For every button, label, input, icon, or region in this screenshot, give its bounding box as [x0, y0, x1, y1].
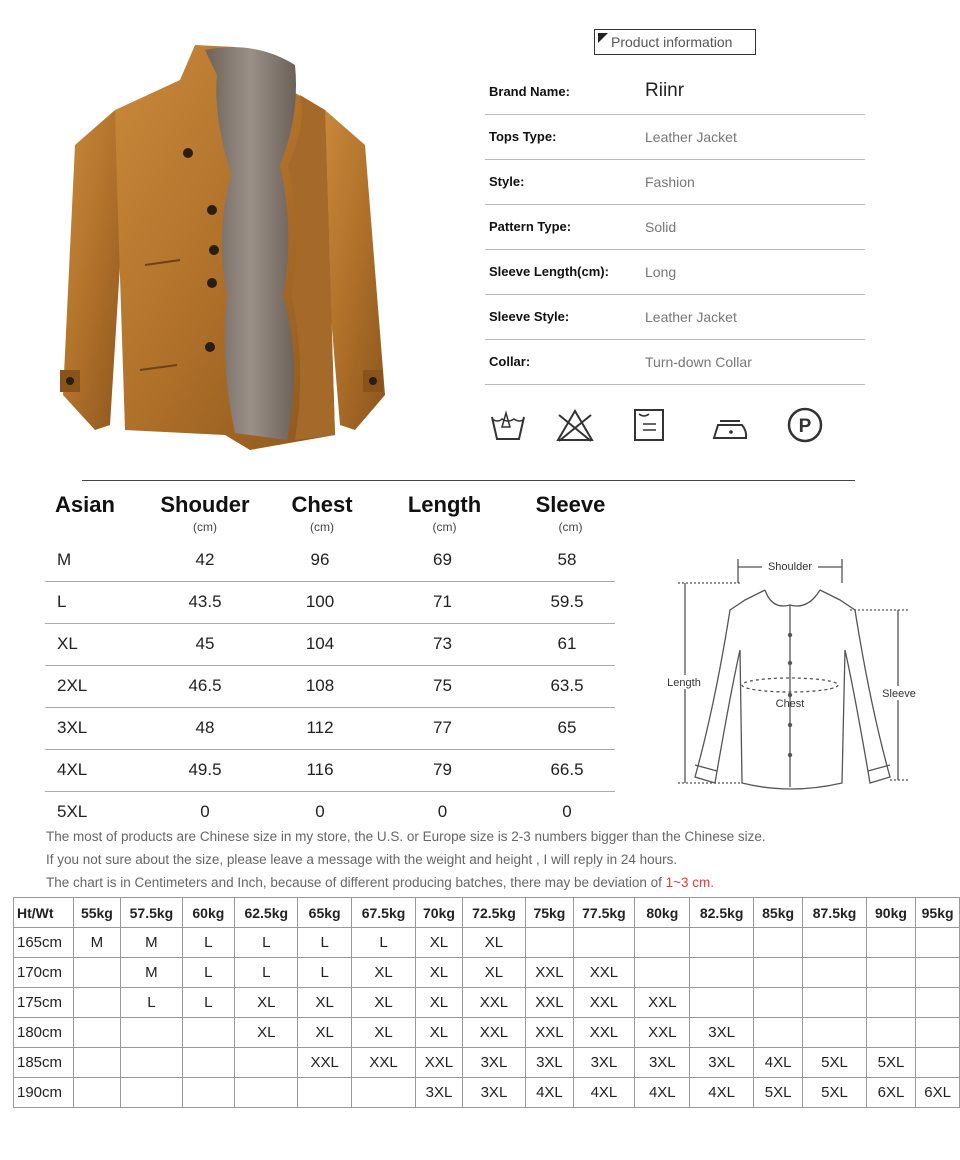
- size-cell: 96: [310, 550, 330, 569]
- info-value: Leather Jacket: [645, 129, 737, 145]
- size-recommendation-cell: M: [73, 928, 121, 958]
- size-cell: 71: [433, 592, 452, 611]
- size-recommendation-cell: 3XL: [462, 1048, 525, 1078]
- size-recommendation-cell: L: [351, 928, 415, 958]
- weight-header: 90kg: [866, 898, 915, 928]
- weight-header: 77.5kg: [573, 898, 634, 928]
- size-cell: XL: [57, 634, 78, 653]
- size-recommendation-cell: [121, 1078, 182, 1108]
- size-recommendation-cell: L: [182, 988, 234, 1018]
- size-cell: 46.5: [188, 676, 222, 695]
- size-recommendation-cell: XL: [416, 958, 463, 988]
- size-cell: 0: [437, 802, 448, 821]
- size-recommendation-cell: XXL: [573, 988, 634, 1018]
- size-recommendation-cell: XXL: [462, 1018, 525, 1048]
- weight-header: 67.5kg: [351, 898, 415, 928]
- jacket-product-image: [55, 35, 395, 455]
- ht-wt-row: [14, 1048, 960, 1078]
- corner-triangle-icon: [598, 33, 608, 43]
- info-row-tops-type: [485, 115, 865, 160]
- weight-header: 85kg: [753, 898, 802, 928]
- size-recommendation-cell: [73, 958, 121, 988]
- info-row-sleeve-style: [485, 295, 865, 340]
- size-cell: 45: [195, 634, 215, 653]
- size-recommendation-cell: 3XL: [690, 1048, 753, 1078]
- measurement-diagram: [660, 555, 920, 795]
- weight-header: 55kg: [73, 898, 121, 928]
- size-recommendation-cell: [803, 988, 866, 1018]
- size-cell: 100: [305, 592, 335, 611]
- weight-header: 95kg: [916, 898, 960, 928]
- size-recommendation-cell: [573, 928, 634, 958]
- size-cell: 0: [315, 802, 325, 821]
- size-recommendation-cell: M: [121, 928, 182, 958]
- size-cell: 48: [195, 718, 215, 737]
- size-recommendation-cell: 4XL: [526, 1078, 574, 1108]
- size-recommendation-cell: 3XL: [416, 1078, 463, 1108]
- size-recommendation-cell: XXL: [416, 1048, 463, 1078]
- size-row: [45, 666, 615, 708]
- size-recommendation-cell: [298, 1078, 351, 1108]
- height-header: 165cm: [14, 928, 74, 958]
- size-recommendation-cell: XXL: [573, 1018, 634, 1048]
- header-asian: Asian: [55, 492, 115, 517]
- weight-header: 72.5kg: [462, 898, 525, 928]
- size-chart-table: [45, 490, 615, 833]
- size-cell: 49.5: [188, 760, 222, 779]
- size-recommendation-cell: [803, 928, 866, 958]
- size-recommendation-cell: XL: [462, 928, 525, 958]
- size-recommendation-cell: XL: [462, 958, 525, 988]
- size-recommendation-cell: XXL: [635, 988, 690, 1018]
- size-recommendation-cell: 4XL: [690, 1078, 753, 1108]
- dry-clean-icon: [785, 405, 825, 445]
- size-recommendation-cell: [866, 988, 915, 1018]
- size-cell: M: [57, 550, 72, 569]
- weight-header: 60kg: [182, 898, 234, 928]
- tumble-dry-icon: [630, 405, 670, 445]
- note-deviation-highlight: 1~3 cm.: [665, 875, 715, 890]
- size-row: [45, 750, 615, 792]
- size-recommendation-cell: [182, 1078, 234, 1108]
- size-recommendation-cell: [635, 928, 690, 958]
- size-recommendation-cell: 3XL: [526, 1048, 574, 1078]
- size-recommendation-cell: [635, 958, 690, 988]
- size-recommendation-cell: XL: [298, 988, 351, 1018]
- size-cell: 108: [305, 676, 335, 695]
- size-recommendation-cell: 4XL: [573, 1078, 634, 1108]
- header-shoulder: Shouder: [160, 492, 250, 517]
- size-recommendation-cell: [73, 1078, 121, 1108]
- note-line: The most of products are Chinese size in my store, the U.S. or Europe size is 2-3 numbers bigger than the Chinese size.: [46, 829, 766, 844]
- header-shoulder-unit: (cm): [193, 520, 217, 534]
- size-recommendation-cell: [916, 958, 960, 988]
- size-recommendation-cell: 5XL: [753, 1078, 802, 1108]
- height-header: 175cm: [14, 988, 74, 1018]
- ht-wt-corner: Ht/Wt: [14, 898, 74, 928]
- size-cell: 58: [557, 550, 577, 569]
- size-cell: 61: [557, 634, 577, 653]
- care-icons: [485, 405, 865, 445]
- size-recommendation-cell: XL: [298, 1018, 351, 1048]
- diagram-label-chest: Chest: [775, 698, 805, 710]
- section-divider: [82, 480, 855, 481]
- size-recommendation-cell: L: [182, 958, 234, 988]
- info-label: Pattern Type:: [489, 219, 572, 234]
- weight-header: 80kg: [635, 898, 690, 928]
- weight-header: 75kg: [526, 898, 574, 928]
- info-label: Brand Name:: [489, 84, 570, 99]
- size-recommendation-cell: XL: [351, 958, 415, 988]
- height-header: 170cm: [14, 958, 74, 988]
- size-recommendation-cell: [121, 1048, 182, 1078]
- size-recommendation-cell: [916, 988, 960, 1018]
- size-recommendation-cell: 3XL: [462, 1078, 525, 1108]
- size-recommendation-cell: [753, 958, 802, 988]
- size-cell: 43.5: [188, 592, 222, 611]
- size-recommendation-cell: [73, 1048, 121, 1078]
- size-recommendation-cell: XXL: [298, 1048, 351, 1078]
- size-recommendation-cell: [351, 1078, 415, 1108]
- size-cell: L: [57, 592, 67, 611]
- size-recommendation-cell: XL: [235, 1018, 298, 1048]
- size-recommendation-cell: [235, 1078, 298, 1108]
- note-line: [46, 871, 766, 894]
- header-sleeve-unit: (cm): [558, 520, 583, 534]
- header-length-unit: (cm): [432, 520, 457, 534]
- size-recommendation-cell: [690, 988, 753, 1018]
- size-recommendation-cell: 6XL: [866, 1078, 915, 1108]
- size-recommendation-cell: [753, 988, 802, 1018]
- size-recommendation-cell: XL: [416, 988, 463, 1018]
- info-label: Collar:: [489, 354, 531, 369]
- size-recommendation-cell: 5XL: [866, 1048, 915, 1078]
- size-recommendation-cell: L: [121, 988, 182, 1018]
- product-information-header: [594, 29, 756, 55]
- size-cell: 104: [305, 634, 335, 653]
- size-recommendation-cell: [916, 1048, 960, 1078]
- info-value: Turn-down Collar: [645, 354, 752, 370]
- size-cell: 59.5: [550, 592, 584, 611]
- size-recommendation-cell: 6XL: [916, 1078, 960, 1108]
- info-row-style: [485, 160, 865, 205]
- size-recommendation-cell: L: [235, 928, 298, 958]
- weight-header: 82.5kg: [690, 898, 753, 928]
- note-line-text: The chart is in Centimeters and Inch, because of different producing batches, there may be deviation of: [46, 875, 666, 890]
- info-value: Leather Jacket: [645, 309, 737, 325]
- size-recommendation-cell: 3XL: [573, 1048, 634, 1078]
- size-cell: 0: [562, 802, 572, 821]
- diagram-label-sleeve: Sleeve: [882, 688, 916, 700]
- size-recommendation-cell: [182, 1018, 234, 1048]
- info-row-pattern-type: [485, 205, 865, 250]
- size-recommendation-cell: [73, 988, 121, 1018]
- header-length: Length: [407, 492, 482, 517]
- size-cell: 5XL: [57, 802, 88, 821]
- size-recommendation-cell: [182, 1048, 234, 1078]
- info-value: Riinr: [645, 80, 685, 101]
- size-cell: 112: [306, 718, 334, 737]
- info-label: Sleeve Style:: [489, 309, 570, 324]
- svg-text:P: P: [798, 416, 812, 437]
- info-row-collar: [485, 340, 865, 385]
- size-recommendation-cell: XL: [416, 1018, 463, 1048]
- size-recommendation-cell: [866, 928, 915, 958]
- size-cell: 42: [195, 550, 215, 569]
- size-row: [45, 582, 615, 624]
- size-cell: 69: [433, 550, 452, 569]
- size-recommendation-cell: XL: [351, 1018, 415, 1048]
- size-cell: 63.5: [550, 676, 584, 695]
- note-line: If you not sure about the size, please leave a message with the weight and height , I will reply in 24 hours.: [46, 852, 678, 867]
- size-recommendation-cell: 5XL: [803, 1078, 866, 1108]
- diagram-label-shoulder: Shoulder: [767, 561, 813, 573]
- size-cell: 0: [200, 802, 210, 821]
- size-recommendation-cell: 4XL: [753, 1048, 802, 1078]
- size-cell: 73: [433, 634, 452, 653]
- size-chart-header: [45, 490, 615, 540]
- info-row-sleeve-length: [485, 250, 865, 295]
- size-cell: 77: [433, 718, 452, 737]
- header-chest-unit: (cm): [310, 520, 334, 534]
- ht-wt-header-row: [14, 898, 960, 928]
- size-recommendation-cell: [916, 928, 960, 958]
- size-recommendation-cell: [690, 958, 753, 988]
- size-recommendation-cell: [866, 1018, 915, 1048]
- size-row: [45, 624, 615, 666]
- size-recommendation-cell: [753, 928, 802, 958]
- size-row: [45, 540, 615, 582]
- info-value: Solid: [645, 219, 677, 235]
- size-recommendation-cell: [526, 928, 574, 958]
- size-recommendation-cell: [73, 1018, 121, 1048]
- ht-wt-row: [14, 928, 960, 958]
- size-recommendation-cell: L: [298, 958, 351, 988]
- size-cell: 75: [433, 676, 452, 695]
- size-row: [45, 708, 615, 750]
- size-recommendation-cell: XL: [235, 988, 298, 1018]
- no-bleach-icon: [555, 405, 595, 445]
- weight-header: 65kg: [298, 898, 351, 928]
- size-recommendation-cell: 3XL: [690, 1018, 753, 1048]
- ht-wt-row: [14, 958, 960, 988]
- height-header: 185cm: [14, 1048, 74, 1078]
- size-recommendation-cell: XXL: [573, 958, 634, 988]
- size-recommendation-cell: XXL: [635, 1018, 690, 1048]
- size-recommendation-cell: XXL: [526, 958, 574, 988]
- info-label: Style:: [489, 174, 525, 189]
- size-notes: [46, 825, 766, 894]
- size-recommendation-cell: L: [298, 928, 351, 958]
- info-label: Sleeve Length(cm):: [489, 264, 609, 279]
- iron-icon: [710, 405, 750, 445]
- weight-header: 62.5kg: [235, 898, 298, 928]
- diagram-label-length: Length: [667, 677, 701, 689]
- info-label: Tops Type:: [489, 129, 557, 144]
- ht-wt-row: [14, 988, 960, 1018]
- size-recommendation-cell: L: [182, 928, 234, 958]
- size-cell: 66.5: [550, 760, 584, 779]
- product-information-title: Product information: [611, 34, 733, 50]
- size-recommendation-cell: XXL: [526, 988, 574, 1018]
- size-recommendation-cell: 4XL: [635, 1078, 690, 1108]
- size-cell: 2XL: [57, 676, 88, 695]
- height-header: 190cm: [14, 1078, 74, 1108]
- size-cell: 116: [306, 760, 334, 779]
- height-header: 180cm: [14, 1018, 74, 1048]
- size-recommendation-cell: [235, 1048, 298, 1078]
- weight-header: 87.5kg: [803, 898, 866, 928]
- size-cell: 65: [557, 718, 577, 737]
- size-recommendation-cell: XXL: [462, 988, 525, 1018]
- size-recommendation-cell: XXL: [526, 1018, 574, 1048]
- height-weight-table: [13, 897, 960, 1108]
- ht-wt-row: [14, 1078, 960, 1108]
- size-recommendation-cell: XL: [416, 928, 463, 958]
- size-cell: 4XL: [57, 760, 88, 779]
- size-recommendation-cell: XL: [351, 988, 415, 1018]
- info-value: Fashion: [645, 174, 695, 190]
- size-recommendation-cell: [753, 1018, 802, 1048]
- size-recommendation-cell: XXL: [351, 1048, 415, 1078]
- size-recommendation-cell: 5XL: [803, 1048, 866, 1078]
- size-recommendation-cell: [803, 1018, 866, 1048]
- size-recommendation-cell: [121, 1018, 182, 1048]
- size-cell: 79: [433, 760, 452, 779]
- size-recommendation-cell: M: [121, 958, 182, 988]
- ht-wt-row: [14, 1018, 960, 1048]
- size-recommendation-cell: [866, 958, 915, 988]
- size-cell: 3XL: [57, 718, 88, 737]
- hand-wash-icon: [488, 405, 528, 445]
- size-recommendation-cell: 3XL: [635, 1048, 690, 1078]
- product-info-table: [485, 70, 865, 385]
- weight-header: 57.5kg: [121, 898, 182, 928]
- info-row-brand: [485, 70, 865, 115]
- size-recommendation-cell: [690, 928, 753, 958]
- header-chest: Chest: [291, 492, 353, 517]
- size-recommendation-cell: L: [235, 958, 298, 988]
- info-value: Long: [645, 264, 677, 280]
- header-sleeve: Sleeve: [535, 492, 606, 517]
- size-recommendation-cell: [916, 1018, 960, 1048]
- size-recommendation-cell: [803, 958, 866, 988]
- weight-header: 70kg: [416, 898, 463, 928]
